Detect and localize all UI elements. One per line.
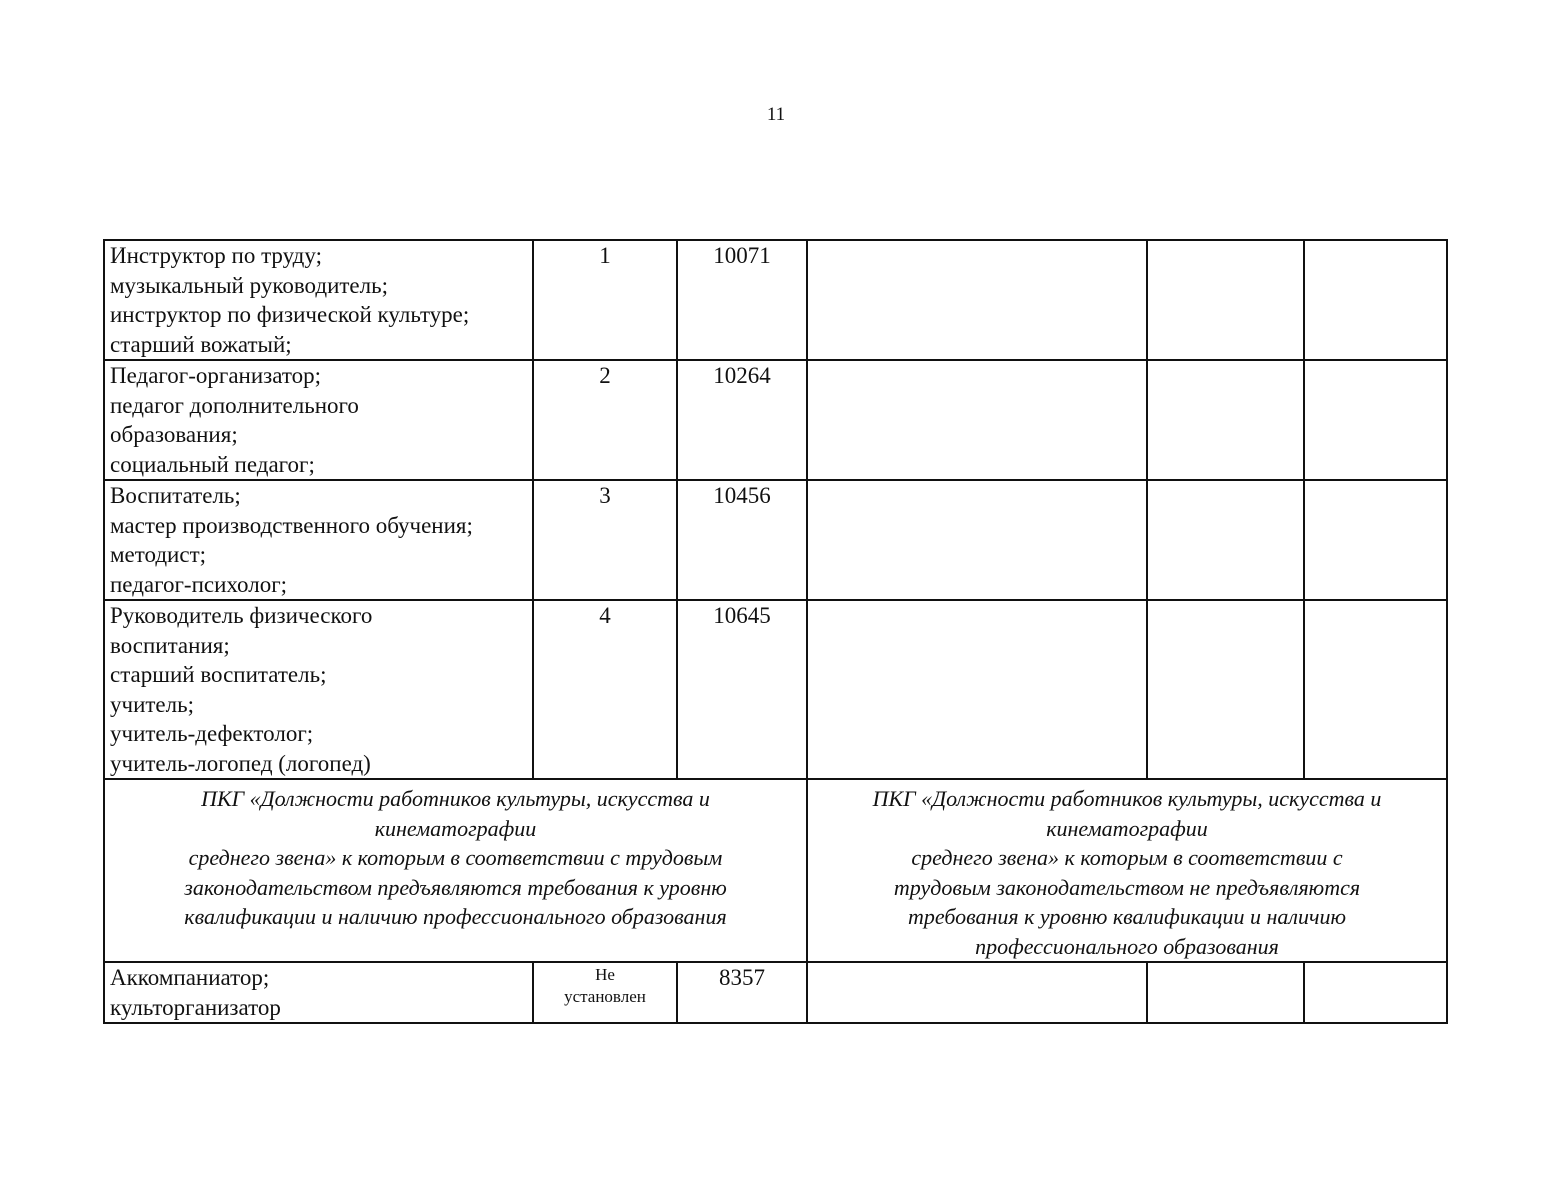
table-row — [104, 360, 1447, 480]
empty-cell — [807, 360, 1147, 480]
position-text: Педагог-организатор; — [110, 363, 321, 388]
group-header-right — [807, 779, 1447, 962]
group-header-text: требования к уровню квалификации и наличию — [907, 904, 1347, 929]
position-text: Воспитатель; — [110, 483, 241, 508]
empty-cell — [807, 240, 1147, 360]
page-number: 11 — [766, 104, 786, 125]
position-text: образования; — [110, 422, 238, 447]
position-text: мастер производственного обучения; — [110, 512, 473, 538]
position-text: Аккомпаниатор; — [110, 965, 270, 990]
salary-cell: 10645 — [677, 600, 807, 779]
position-text: учитель; — [110, 691, 194, 717]
position-text: учитель-дефектолог; — [110, 721, 314, 746]
group-header-text: кинематографии — [1046, 815, 1208, 841]
group-header-left — [104, 779, 807, 962]
empty-cell — [807, 962, 1147, 1023]
position-text: социальный педагог; — [110, 451, 315, 477]
group-header-text: среднего звена» к которым в соответствии с трудовым — [188, 845, 723, 870]
position-text: музыкальный руководитель; — [110, 272, 388, 298]
level-cell: 1 — [533, 240, 677, 360]
position-text: педагог дополнительного — [110, 392, 359, 418]
positions-cell — [104, 480, 533, 600]
level-text: установлен — [564, 987, 646, 1006]
salary-cell: 10456 — [677, 480, 807, 600]
position-text: инструктор по физической культуре; — [110, 302, 470, 327]
group-header-text: ПКГ «Должности работников культуры, искусства и — [872, 786, 1382, 811]
group-header-text: профессионального образования — [975, 933, 1279, 959]
position-text: культорганизатор — [110, 994, 281, 1020]
empty-cell — [1147, 360, 1304, 480]
group-header-text: ПКГ «Должности работников культуры, искусства и — [201, 786, 710, 811]
table-row — [104, 962, 1447, 1023]
salary-table-container — [103, 239, 1448, 1024]
positions-cell — [104, 240, 533, 360]
table-row — [104, 480, 1447, 600]
position-text: методист; — [110, 542, 207, 567]
salary-table — [103, 239, 1448, 1024]
group-header-text: среднего звена» к которым в соответствии с — [911, 845, 1343, 870]
empty-cell — [1304, 240, 1447, 360]
empty-cell — [1304, 480, 1447, 600]
empty-cell — [807, 480, 1147, 600]
empty-cell — [1304, 600, 1447, 779]
group-header-text: кинематографии — [374, 815, 537, 841]
salary-cell: 10264 — [677, 360, 807, 480]
empty-cell — [807, 600, 1147, 779]
level-cell: 2 — [533, 360, 677, 480]
position-text: учитель-логопед (логопед) — [110, 750, 371, 776]
empty-cell — [1304, 962, 1447, 1023]
empty-cell — [1304, 360, 1447, 480]
position-text: воспитания; — [110, 632, 230, 658]
positions-cell — [104, 962, 533, 1023]
position-text: старший вожатый; — [110, 331, 292, 357]
level-text: Не — [595, 965, 615, 984]
position-text: старший воспитатель; — [110, 662, 327, 687]
position-text: педагог-психолог; — [110, 571, 288, 597]
positions-cell — [104, 600, 533, 779]
empty-cell — [1147, 240, 1304, 360]
group-header-text: законодательством предъявляются требования к уровню — [184, 874, 727, 900]
empty-cell — [1147, 962, 1304, 1023]
level-cell — [533, 962, 677, 1023]
salary-cell: 10071 — [677, 240, 807, 360]
table-row — [104, 600, 1447, 779]
group-header-text: трудовым законодательством не предъявляются — [893, 874, 1361, 900]
position-text: Руководитель физического — [110, 603, 373, 628]
group-header-text: квалификации и наличию профессионального образования — [184, 904, 727, 929]
level-cell: 4 — [533, 600, 677, 779]
group-header-row — [104, 779, 1447, 962]
positions-cell — [104, 360, 533, 480]
table-row — [104, 240, 1447, 360]
empty-cell — [1147, 600, 1304, 779]
position-text: Инструктор по труду; — [110, 243, 322, 268]
salary-cell: 8357 — [677, 962, 807, 1023]
level-cell: 3 — [533, 480, 677, 600]
empty-cell — [1147, 480, 1304, 600]
